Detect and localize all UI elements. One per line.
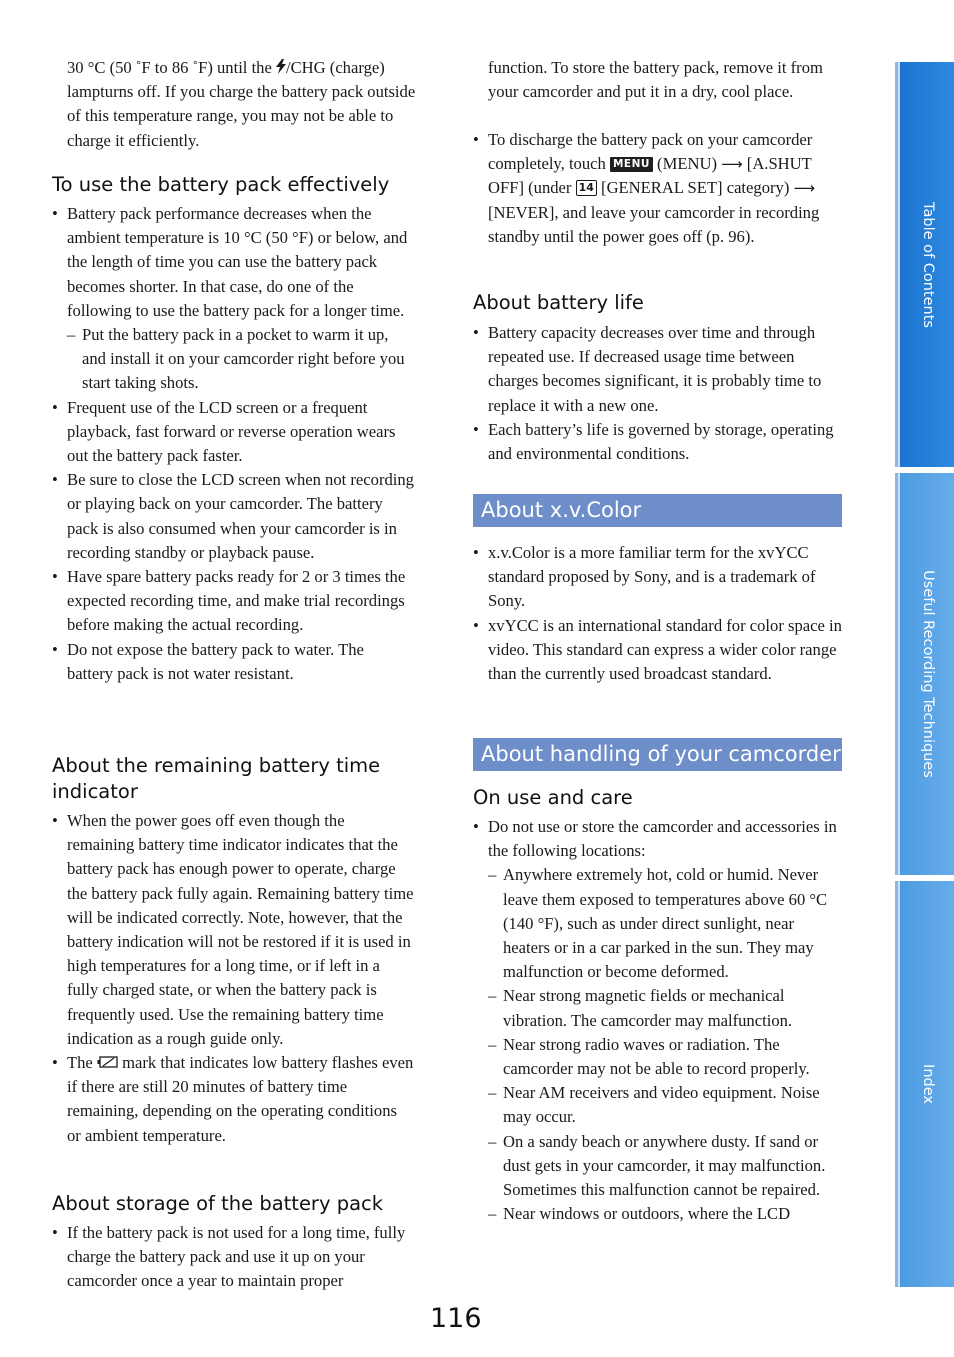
battery-low-icon	[97, 1056, 118, 1068]
list-subitem-text: Near strong radio waves or radiation. The camcorder may not be able to record properly.	[503, 1034, 810, 1079]
dash-mark: –	[488, 1204, 497, 1224]
dash-mark: –	[488, 865, 497, 885]
heading-storage: About storage of the battery pack	[52, 1192, 384, 1215]
list-subitem-text: Near AM receivers and video equipment. Noise may occur.	[503, 1083, 820, 1127]
section-bar-handling: About handling of your camcorder	[473, 738, 842, 771]
tab-label: Useful Recording Techniques	[919, 570, 936, 778]
list-item: • Do not use or store the camcorder and accessories in the following locations:	[473, 815, 845, 863]
list-subitem-text: Put the battery pack in a pocket to warm it up, and install it on your camcorder right before you start taking shots.	[82, 325, 405, 393]
heading-remaining-indicator: About the remaining battery time indicator	[52, 754, 381, 803]
list-item: • Have spare battery packs ready for 2 or 3 times the expected recording time, and make trial recordings before making the actual recording.	[52, 565, 414, 638]
discharge-text-3: [A.SHUT OFF] (under	[488, 154, 812, 198]
list-subitem-text: Near strong magnetic fields or mechanical vibration. The camcorder may malfunction.	[503, 986, 793, 1030]
intro-paragraph	[67, 56, 422, 153]
discharge-text-1: To discharge the battery pack on your camcorder completely, touch	[488, 130, 813, 174]
list-item: • Do not expose the battery pack to water. The battery pack is not water resistant.	[52, 638, 414, 686]
list-subitem	[473, 1033, 845, 1081]
page-number: 116	[430, 1303, 482, 1334]
list-item: • Be sure to close the LCD screen when not recording or playing back on your camcorder. The battery pack is also consumed when your camcorder is in recording standby or playback pause.	[52, 468, 414, 565]
dash-mark: –	[488, 1034, 497, 1054]
list-item: • Battery pack performance decreases when the ambient temperature is 10 °C (50 °F) or below, and the length of time you can use the battery pack becomes shorter. In that case, do one of the following to use the battery pack for a longer time.	[52, 202, 414, 323]
list-item: • xvYCC is an international standard for color space in video. This standard can express a wider color range than the currently used broadcast standard.	[473, 614, 845, 687]
list-item: • Battery capacity decreases over time and through repeated use. If decreased usage time between charges becomes significant, it is probably time to replace it with a new one.	[473, 321, 837, 418]
intro-text-pre: 30 °C (50 ˚F to 86 ˚F) until the	[67, 58, 276, 77]
storage-continued: function. To store the battery pack, remove it from your camcorder and put it in a dry, cool place.	[488, 58, 823, 102]
heading-use-and-care: On use and care	[473, 786, 633, 809]
menu-icon: MENU	[610, 157, 653, 172]
list-item: • Frequent use of the LCD screen or a frequent playback, fast forward or reverse operation wears out the battery pack faster.	[52, 396, 414, 469]
list-item	[473, 128, 845, 249]
handling-list	[473, 815, 845, 1226]
section-bar-xvcolor: About x.v.Color	[473, 494, 842, 527]
arrow-right-icon: ⟶	[793, 179, 816, 198]
list-item: • If the battery pack is not used for a long time, fully charge the battery pack and use it up on your camcorder once a year to maintain proper	[52, 1221, 416, 1294]
arrow-right-icon: ⟶	[721, 155, 743, 174]
list-item: • x.v.Color is a more familiar term for the xvYCC standard proposed by Sony, and is a trademark of Sony.	[473, 541, 845, 614]
general-set-14-icon: 14	[576, 180, 597, 196]
dash-mark: –	[488, 1131, 497, 1151]
list-subitem	[473, 1130, 845, 1203]
discharge-text-2: (MENU)	[652, 154, 722, 174]
list-subitem-text: Anywhere extremely hot, cold or humid. Never leave them exposed to temperatures above 60 °C (140 °F), such as under direct sunlight, near heaters or in a car parked in the sun. They may malfunction or become deformed.	[503, 865, 828, 982]
storage-list	[52, 1221, 416, 1294]
discharge-text-5: [NEVER], and leave your camcorder in recording standby until the power goes off (p. 96).	[488, 202, 820, 246]
list-subitem	[473, 1081, 845, 1129]
list-subitem	[473, 1202, 845, 1226]
list-item: • Each battery’s life is governed by storage, operating and environmental conditions.	[473, 418, 837, 466]
life-list	[473, 321, 837, 466]
heading-use-effectively: To use the battery pack effectively	[52, 173, 390, 196]
tab-label: Table of Contents	[919, 201, 936, 328]
flash-icon	[276, 59, 286, 74]
tab-table-of-contents[interactable]	[895, 62, 954, 467]
remaining-list	[52, 809, 414, 1148]
discharge-list	[473, 128, 845, 249]
list-item-text-post: mark that indicates low battery flashes even if there are still 20 minutes of battery time remaining, depending on the operating conditions or ambient temperature.	[67, 1053, 414, 1145]
list-item-text-pre: The	[67, 1053, 97, 1073]
list-subitem-text: On a sandy beach or anywhere dusty. If sand or dust gets in your camcorder, it may malfunction. Sometimes this malfunction cannot be repaired.	[503, 1131, 826, 1200]
xvcolor-list	[473, 541, 845, 686]
tab-useful-recording-techniques[interactable]	[895, 473, 954, 875]
list-item	[52, 1051, 414, 1148]
tab-index[interactable]	[895, 881, 954, 1287]
heading-battery-life: About battery life	[473, 291, 644, 314]
dash-mark: –	[488, 1083, 497, 1103]
intro-text-post: /CHG (charge) lampturns off. If you charge the battery pack outside of this temperature range, you may not be able to charge it efficiently.	[67, 58, 416, 150]
discharge-text-4: [GENERAL SET] category)	[596, 178, 794, 198]
list-item: • When the power goes off even though the remaining battery time indicator indicates that the battery pack has enough power to operate, charge the battery pack fully again. Remaining battery time will be indicated correctly. Note, however, that the battery indication will not be restored if it is used in high temperatures for a long time, or if left in a fully charged state, or when the battery pack is frequently used. Use the remaining battery time indication as a rough guide only.	[52, 809, 414, 1051]
dash-mark: –	[67, 325, 76, 345]
list-subitem	[473, 984, 845, 1032]
list-subitem	[52, 323, 414, 396]
effectively-list	[52, 202, 414, 686]
dash-mark: –	[488, 986, 497, 1006]
list-subitem-text: Near windows or outdoors, where the LCD	[503, 1204, 791, 1224]
list-subitem	[473, 863, 845, 984]
tab-label: Index	[919, 1064, 936, 1104]
